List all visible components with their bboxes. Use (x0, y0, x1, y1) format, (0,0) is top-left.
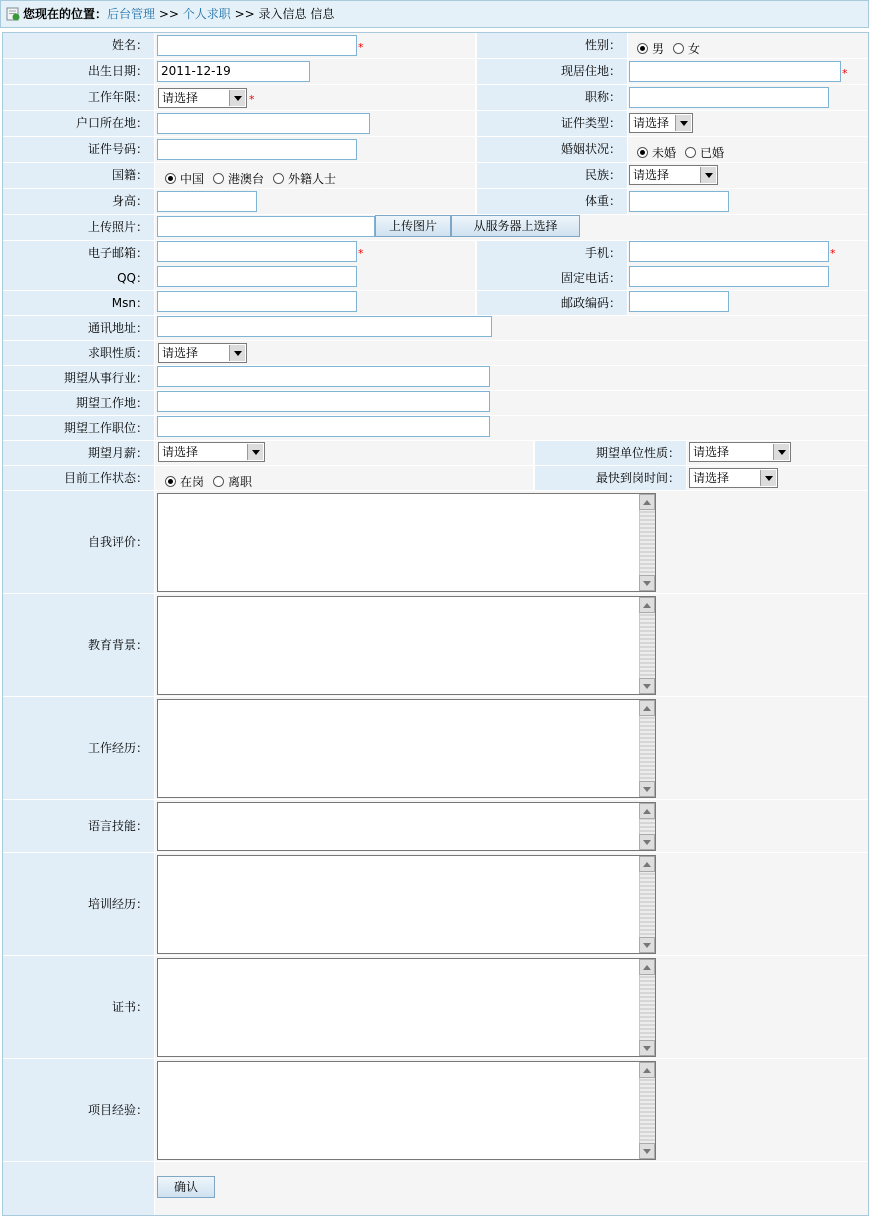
breadcrumb-separator: >> (155, 7, 183, 21)
msn-input[interactable] (157, 291, 357, 312)
id-type-select[interactable]: 请选择 (629, 113, 693, 133)
language-textarea[interactable] (157, 802, 656, 851)
title-label: 职称： (477, 85, 627, 110)
name-label: 姓名： (3, 33, 154, 58)
breadcrumb-separator: >> (230, 7, 259, 21)
chevron-down-icon (700, 167, 716, 183)
job-nature-label: 求职性质： (3, 341, 154, 365)
chevron-down-icon (675, 115, 691, 131)
radio-icon (213, 476, 224, 487)
self-eval-label: 自我评价： (3, 491, 154, 593)
mobile-label: 手机： (477, 241, 627, 266)
chevron-down-icon (247, 444, 263, 460)
qq-input[interactable] (157, 266, 357, 287)
hukou-label: 户口所在地： (3, 111, 154, 136)
height-label: 身高： (3, 189, 154, 214)
id-type-label: 证件类型： (477, 111, 627, 136)
exp-position-label: 期望工作职位： (3, 416, 154, 440)
radio-icon (273, 173, 284, 184)
phone-label: 固定电话： (477, 266, 627, 290)
exp-salary-select[interactable]: 请选择 (158, 442, 265, 462)
qq-label: QQ： (3, 266, 154, 290)
breadcrumb-prefix: 您现在的位置： (23, 7, 108, 21)
work-years-label: 工作年限： (3, 85, 154, 110)
name-input[interactable] (157, 35, 357, 56)
marital-single-radio[interactable]: 未婚 (637, 144, 676, 161)
select-from-server-button[interactable]: 从服务器上选择 (451, 215, 580, 237)
work-years-select[interactable]: 请选择 (158, 88, 247, 108)
radio-selected-icon (165, 476, 176, 487)
email-label: 电子邮箱： (3, 241, 154, 266)
scroll-down-icon[interactable] (639, 937, 655, 953)
height-input[interactable] (157, 191, 257, 212)
education-label: 教育背景： (3, 594, 154, 696)
exp-industry-label: 期望从事行业： (3, 366, 154, 390)
nationality-label: 国籍： (3, 163, 154, 188)
breadcrumb (0, 0, 869, 28)
exp-industry-input[interactable] (157, 366, 490, 387)
job-nature-select[interactable]: 请选择 (158, 343, 247, 363)
required-mark: * (358, 41, 364, 54)
start-time-label: 最快到岗时间： (535, 466, 686, 490)
exp-company-select[interactable]: 请选择 (689, 442, 791, 462)
zip-label: 邮政编码： (477, 291, 627, 315)
birth-label: 出生日期： (3, 59, 154, 84)
radio-icon (213, 173, 224, 184)
residence-label: 现居住地： (477, 59, 627, 84)
ethnicity-label: 民族： (477, 163, 627, 188)
language-label: 语言技能： (3, 800, 154, 852)
exp-position-input[interactable] (157, 416, 490, 437)
chevron-down-icon (760, 470, 776, 486)
certificate-textarea[interactable] (157, 958, 656, 1057)
marital-married-radio[interactable]: 已婚 (685, 144, 724, 161)
breadcrumb-job-link[interactable]: 个人求职 (182, 7, 231, 21)
chevron-down-icon (229, 90, 245, 106)
start-time-select[interactable]: 请选择 (689, 468, 778, 488)
mobile-input[interactable] (629, 241, 829, 262)
id-number-label: 证件号码： (3, 137, 154, 162)
scroll-down-icon[interactable] (639, 678, 655, 694)
msn-label: Msn： (3, 291, 154, 315)
phone-input[interactable] (629, 266, 829, 287)
certificate-label: 证书： (3, 956, 154, 1058)
self-eval-textarea[interactable] (157, 493, 656, 592)
residence-input[interactable] (629, 61, 841, 82)
address-label: 通讯地址： (3, 316, 154, 340)
scroll-up-icon[interactable] (639, 803, 655, 819)
marital-label: 婚姻状况： (477, 137, 627, 162)
project-label: 项目经验： (3, 1059, 154, 1161)
project-textarea[interactable] (157, 1061, 656, 1160)
exp-salary-label: 期望月薪： (3, 441, 154, 465)
ethnicity-select[interactable]: 请选择 (629, 165, 718, 185)
scroll-down-icon[interactable] (639, 834, 655, 850)
weight-input[interactable] (629, 191, 729, 212)
scroll-up-icon[interactable] (639, 700, 655, 716)
education-textarea[interactable] (157, 596, 656, 695)
breadcrumb-admin-link[interactable]: 后台管理 (107, 7, 156, 21)
radio-selected-icon (637, 43, 648, 54)
radio-icon (673, 43, 684, 54)
hukou-input[interactable] (157, 113, 370, 134)
required-mark: * (830, 247, 836, 260)
breadcrumb-current-suffix: 信息 (310, 7, 335, 21)
scroll-down-icon[interactable] (639, 1040, 655, 1056)
address-input[interactable] (157, 316, 492, 337)
scroll-down-icon[interactable] (639, 575, 655, 591)
chevron-down-icon (773, 444, 789, 460)
required-mark: * (842, 67, 848, 80)
training-label: 培训经历： (3, 853, 154, 955)
work-exp-label: 工作经历： (3, 697, 154, 799)
nationality-china-radio[interactable]: 中国 (165, 170, 204, 187)
location-icon (6, 7, 20, 21)
chevron-down-icon (229, 345, 245, 361)
title-input[interactable] (629, 87, 829, 108)
confirm-button[interactable]: 确认 (157, 1176, 215, 1198)
scroll-down-icon[interactable] (639, 781, 655, 797)
work-status-label: 目前工作状态： (3, 466, 154, 490)
radio-icon (685, 147, 696, 158)
gender-female-radio[interactable]: 女 (673, 40, 700, 57)
training-textarea[interactable] (157, 855, 656, 954)
required-mark: * (249, 93, 255, 106)
email-input[interactable] (157, 241, 357, 262)
weight-label: 体重： (477, 189, 627, 214)
upload-photo-button[interactable]: 上传图片 (375, 215, 451, 237)
exp-company-label: 期望单位性质： (535, 441, 686, 465)
birth-input[interactable]: 2011-12-19 (157, 61, 310, 82)
scroll-up-icon[interactable] (639, 494, 655, 510)
status-off-radio[interactable]: 离职 (213, 473, 252, 490)
gender-label: 性别： (477, 33, 627, 58)
photo-path-input[interactable] (157, 216, 375, 237)
exp-location-input[interactable] (157, 391, 490, 412)
scroll-up-icon[interactable] (639, 597, 655, 613)
scroll-down-icon[interactable] (639, 1143, 655, 1159)
photo-label: 上传照片： (3, 215, 154, 240)
scroll-up-icon[interactable] (639, 856, 655, 872)
required-mark: * (358, 247, 364, 260)
id-number-input[interactable] (157, 139, 357, 160)
nationality-foreign-radio[interactable]: 外籍人士 (273, 170, 336, 187)
breadcrumb-current: 录入信息 (258, 7, 307, 21)
radio-selected-icon (637, 147, 648, 158)
scroll-up-icon[interactable] (639, 959, 655, 975)
submit-row-label (3, 1162, 154, 1215)
scroll-up-icon[interactable] (639, 1062, 655, 1078)
status-on-radio[interactable]: 在岗 (165, 473, 204, 490)
gender-male-radio[interactable]: 男 (637, 40, 664, 57)
nationality-hkmt-radio[interactable]: 港澳台 (213, 170, 264, 187)
radio-selected-icon (165, 173, 176, 184)
work-exp-textarea[interactable] (157, 699, 656, 798)
zip-input[interactable] (629, 291, 729, 312)
exp-location-label: 期望工作地： (3, 391, 154, 415)
